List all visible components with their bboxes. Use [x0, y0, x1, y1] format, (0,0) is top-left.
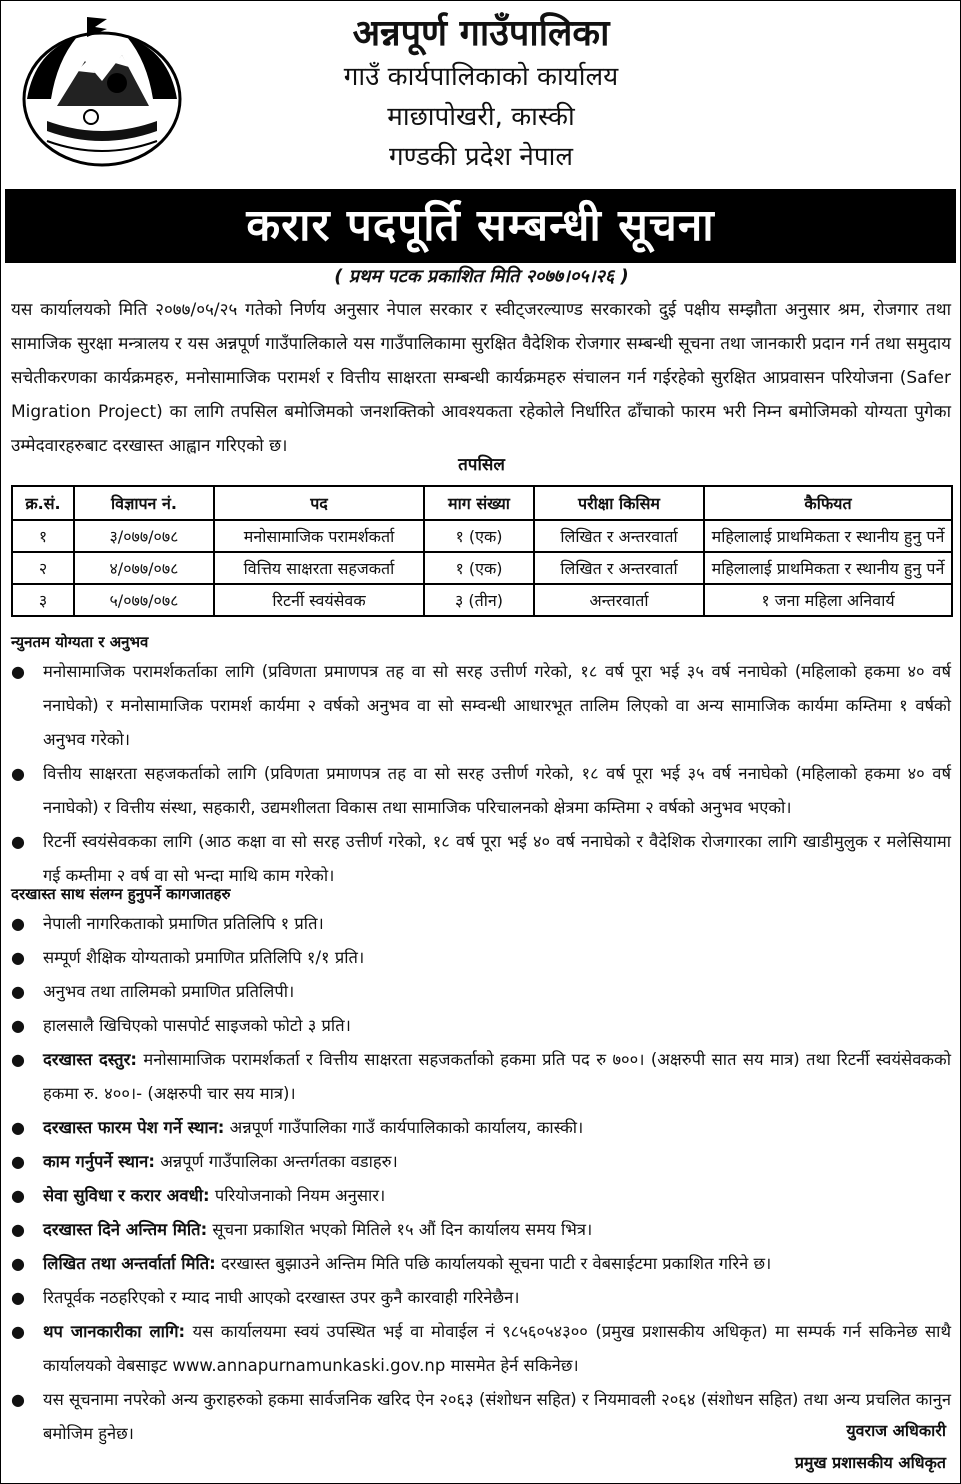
cell-ad-no: ५/०७७/०७८ [74, 584, 214, 616]
intro-paragraph: यस कार्यालयको मिति २०७७/०५/२५ गतेको निर्णय अनुसार नेपाल सरकार र स्वीट्जरल्याण्ड सरकारको दुई पक्षीय सम्झौता अनुसार श्रम, रोजगार तथा सामाजिक सुरक्षा मन्त्रालय र यस अन्नपूर्ण गाउँपालिकाले यस गाउँपालिकामा सुरक्षित वैदेशिक रोजगार सम्बन्धी सूचना तथा जानकारी प्रदान गर्न तथा समुदाय सचेतीकरणका कार्यक्रमहरु, मनोसामाजिक परामर्श र वित्तीय साक्षरता सम्बन्धी कार्यक्रमहरु संचालन गर्न गईरहेको सुरक्षित आप्रवासन परियोजना (Safer Migration Project) का लागि तपसिल बमोजिमको जनशक्तिको आवश्यकता रहेकोले निर्धारित ढाँचाको फारम भरी निम्न बमोजिमको योग्यता पुगेका उम्मेदवारहरुबाट दरखास्त आह्वान गरिएको छ। [11, 300, 951, 456]
signature-block [795, 1415, 946, 1479]
org-name: अन्नपूर्ण गाउँपालिका [352, 13, 610, 54]
bullet-icon: ● [11, 1288, 25, 1307]
publication-date: ( प्रथम पटक प्रकाशित मिति २०७७।०५।२६ ) [334, 266, 629, 287]
cell-demand: ३ (तीन) [424, 584, 534, 616]
cell-post: रिटर्नी स्वयंसेवक [214, 584, 424, 616]
bullet-icon: ● [11, 662, 25, 681]
qualifications-list [11, 655, 951, 893]
bullet-icon: ● [11, 1186, 25, 1205]
bullet-icon: ● [11, 1050, 25, 1069]
bullet-icon: ● [11, 1254, 25, 1273]
list-item-text: परियोजनाको नियम अनुसार। [209, 1186, 386, 1205]
list-item [11, 1281, 951, 1315]
cell-remarks: महिलालाई प्राथमिकता र स्थानीय हुनु पर्ने [704, 520, 952, 552]
documents-list [11, 907, 951, 1451]
col-exam-header: परीक्षा किसिम [534, 486, 704, 520]
cell-sn: ३ [12, 584, 74, 616]
list-item-label: काम गर्नुपर्ने स्थान: [43, 1152, 155, 1171]
list-item-label: दरखास्त दस्तुर: [43, 1050, 137, 1069]
list-item-text: यस कार्यालयमा स्वयं उपस्थित भई वा मोवाईल नं ९८५६०५४३०० (प्रमुख प्रशासकीय अधिकृत) मा सम्पर्क गर्न सकिनेछ साथै कार्यालयको वेबसाइट www.annapurnamunkaski.gov.np मासमेत हेर्न सकिनेछ। [43, 1322, 951, 1375]
cell-post: मनोसामाजिक परामर्शकर्ता [214, 520, 424, 552]
bullet-icon: ● [11, 914, 25, 933]
cell-post: वित्तिय साक्षरता सहजकर्ता [214, 552, 424, 584]
province-name: गण्डकी प्रदेश नेपाल [389, 142, 573, 172]
bullet-icon: ● [11, 1322, 25, 1341]
list-item [11, 975, 951, 1009]
list-item-label: दरखास्त दिने अन्तिम मिति: [43, 1220, 208, 1239]
list-item-label: दरखास्त फारम पेश गर्ने स्थान: [43, 1118, 225, 1137]
list-item-text: सम्पूर्ण शैक्षिक योग्यताको प्रमाणित प्रतिलिपि १/१ प्रति। [43, 948, 365, 967]
signatory-title: प्रमुख प्रशासकीय अधिकृत [794, 1453, 946, 1472]
bullet-icon: ● [11, 1118, 25, 1137]
table-row [12, 584, 952, 616]
list-item-text: मनोसामाजिक परामर्शकर्ता र वित्तीय साक्षरता सहजकर्ताको हकमा प्रति पद रु ७००। (अक्षरुपी सात सय मात्र) तथा रिटर्नी स्वयंसेवकको हकमा रु. ४००।- (अक्षरुपी चार सय मात्र)। [43, 1050, 951, 1103]
bullet-icon: ● [11, 1390, 25, 1409]
list-item-text: अन्नपूर्ण गाउँपालिका गाउँ कार्यपालिकाको कार्यालय, कास्की। [224, 1118, 584, 1137]
schedule-heading: तपसिल [458, 455, 505, 475]
documents-section [11, 881, 951, 1451]
list-item-label: लिखित तथा अन्तर्वार्ता मिति: [43, 1254, 216, 1273]
table-header-row [12, 486, 952, 520]
list-item-text: यस सूचनामा नपरेको अन्य कुराहरुको हकमा सार्वजनिक खरिद ऐन २०६३ (संशोधन सहित) र नियमावली २०६४ (संशोधन सहित) तथा अन्य प्रचलित कानुन बमोजिम हुनेछ। [43, 1390, 951, 1443]
list-item [11, 1111, 951, 1145]
posts-table [11, 485, 953, 617]
table-row [12, 552, 952, 584]
list-item-text: नेपाली नागरिकताको प्रमाणित प्रतिलिपि १ प्रति। [43, 914, 324, 933]
cell-sn: २ [12, 552, 74, 584]
table-row [12, 520, 952, 552]
cell-ad-no: ४/०७७/०७८ [74, 552, 214, 584]
qualifications-title: न्युनतम योग्यता र अनुभव [11, 633, 149, 651]
bullet-icon: ● [11, 1016, 25, 1035]
bullet-icon: ● [11, 764, 25, 783]
col-remarks-header: कैफियत [704, 486, 952, 520]
cell-exam: लिखित र अन्तरवार्ता [534, 552, 704, 584]
bullet-icon: ● [11, 832, 25, 851]
list-item [11, 1247, 951, 1281]
list-item-text: रिटर्नी स्वयंसेवकका लागि (आठ कक्षा वा सो सरह उत्तीर्ण गरेको, १८ वर्ष पूरा भई ४० वर्ष ननाघेको र वैदेशिक रोजगारका लागि खाडीमुलुक र मलेसियामा गई कम्तीमा २ वर्ष वा सो भन्दा माथि काम गरेको। [43, 832, 951, 885]
col-post-header: पद [214, 486, 424, 520]
col-ad-no-header: विज्ञापन नं. [74, 486, 214, 520]
list-item [11, 1213, 951, 1247]
list-item-text: रितपूर्वक नठहरिएको र म्याद नाघी आएको दरखास्त उपर कुनै कारवाही गरिनेछैन। [43, 1288, 520, 1307]
bullet-icon: ● [11, 1152, 25, 1171]
cell-remarks: महिलालाई प्राथमिकता र स्थानीय हुनु पर्ने [704, 552, 952, 584]
office-address: माछापोखरी, कास्की [387, 102, 575, 132]
office-name: गाउँ कार्यपालिकाको कार्यालय [343, 62, 619, 92]
qualifications-section [11, 629, 951, 893]
list-item [11, 1179, 951, 1213]
list-item-text: दरखास्त बुझाउने अन्तिम मिति पछि कार्यालयको सूचना पाटी र वेबसाईटमा प्रकाशित गरिने छ। [215, 1254, 772, 1273]
list-item [11, 1009, 951, 1043]
cell-sn: १ [12, 520, 74, 552]
list-item-text: वित्तीय साक्षरता सहजकर्ताको लागि (प्रविणता प्रमाणपत्र तह वा सो सरह उत्तीर्ण गरेको, १८ वर्ष पूरा भई ३५ वर्ष ननाघेको (महिलाको हकमा ४० वर्ष ननाघेको) र वित्तीय संस्था, सहकारी, उद्यमशीलता विकास तथा सामाजिक परिचालनको क्षेत्रमा कम्तिमा २ वर्षको अनुभव भएको। [43, 764, 951, 817]
bullet-icon: ● [11, 982, 25, 1001]
list-item [11, 1043, 951, 1111]
list-item [11, 941, 951, 975]
list-item [11, 907, 951, 941]
list-item-label: थप जानकारीका लागि: [43, 1322, 186, 1341]
cell-exam: लिखित र अन्तरवार्ता [534, 520, 704, 552]
list-item [11, 1145, 951, 1179]
list-item-text: अन्नपूर्ण गाउँपालिका अन्तर्गतका वडाहरु। [154, 1152, 398, 1171]
cell-exam: अन्तरवार्ता [534, 584, 704, 616]
documents-title: दरखास्त साथ संलग्न हुनुपर्ने कागजातहरु [11, 885, 231, 903]
list-item [11, 757, 951, 825]
col-demand-header: माग संख्या [424, 486, 534, 520]
list-item-text: मनोसामाजिक परामर्शकर्ताका लागि (प्रविणता प्रमाणपत्र तह वा सो सरह उत्तीर्ण गरेको, १८ वर्ष पूरा भई ३५ वर्ष ननाघेको (महिलाको हकमा ४० वर्ष ननाघेको) र मनोसामाजिक परामर्श कार्यमा २ वर्षको अनुभव वा सो सम्वन्धी आधारभूत तालिम लिएको वा अन्य सामाजिक कार्यमा कम्तिमा १ वर्षको अनुभव गरेको। [43, 662, 951, 749]
list-item-text: सूचना प्रकाशित भएको मितिले १५ औं दिन कार्यालय समय भित्र। [207, 1220, 593, 1239]
header-block [201, 11, 761, 177]
list-item-text: हालसालै खिचिएको पासपोर्ट साइजको फोटो ३ प्रति। [43, 1016, 351, 1035]
notice-title-banner: करार पदपूर्ति सम्बन्धी सूचना [5, 189, 956, 263]
list-item [11, 655, 951, 757]
bullet-icon: ● [11, 948, 25, 967]
list-item-label: सेवा सुविधा र करार अवधी: [43, 1186, 210, 1205]
cell-demand: १ (एक) [424, 552, 534, 584]
nepal-emblem-icon [17, 11, 187, 171]
bullet-icon: ● [11, 1220, 25, 1239]
cell-remarks: १ जना महिला अनिवार्य [704, 584, 952, 616]
list-item [11, 1315, 951, 1383]
signatory-name: युवराज अधिकारी [846, 1421, 946, 1440]
cell-ad-no: ३/०७७/०७८ [74, 520, 214, 552]
list-item-text: अनुभव तथा तालिमको प्रमाणित प्रतिलिपी। [43, 982, 295, 1001]
cell-demand: १ (एक) [424, 520, 534, 552]
col-sn-header: क्र.सं. [12, 486, 74, 520]
